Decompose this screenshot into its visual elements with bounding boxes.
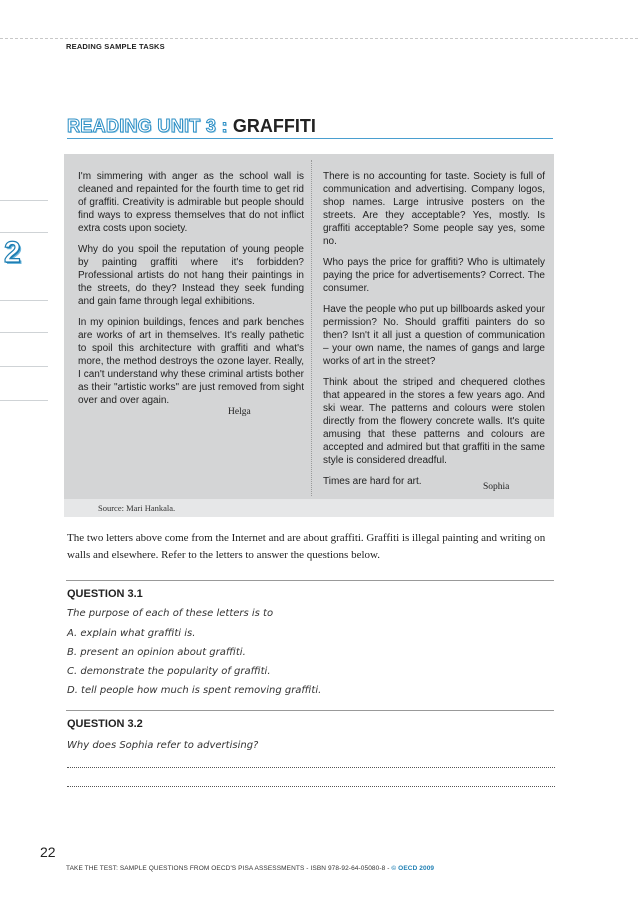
footer-text: TAKE THE TEST: SAMPLE QUESTIONS FROM OECD'S PISA ASSESSMENTS - ISBN 978-92-64-05080-8 - (66, 865, 392, 872)
question-rule (66, 580, 554, 581)
signature-sophia: Sophia (483, 482, 510, 492)
letter-paragraph: Think about the striped and chequered clothes that appeared in the stores a few years ago. And ski wear. The patterns and colours were stolen directly from the flowery concrete walls. It's quite amusing that these patterns and colours are accepted and admired but that graffiti in the same style is considered dreadful. (323, 377, 545, 466)
option-d[interactable]: D. tell people how much is spent removing graffiti. (67, 685, 322, 696)
letter-paragraph: Who pays the price for graffiti? Who is ultimately paying the price for advertisements? Correct. The consumer. (323, 257, 545, 294)
top-rule (0, 38, 638, 39)
chapter-number: 2 (4, 236, 21, 269)
letter-sophia (323, 170, 545, 496)
letter-paragraph: Have the people who put up billboards asked your permission? No. Should graffiti painters do so then? Isn't it all just a question of communication – your own name, the names of gangs and large works of art in the street? (323, 304, 545, 367)
question-2-heading: QUESTION 3.2 (67, 718, 143, 730)
question-1-stem: The purpose of each of these letters is to (67, 608, 274, 619)
option-c[interactable]: C. demonstrate the popularity of graffiti. (67, 666, 271, 677)
letter-paragraph: I'm simmering with anger as the school wall is cleaned and repainted for the fourth time to get rid of graffiti. Creativity is admirable but people should find ways to express themselves that do not inflict extra costs upon society. (78, 171, 304, 234)
letter-paragraph: There is no accounting for taste. Society is full of communication and advertising. Company logos, shop names. Large intrusive posters on the streets. Are they acceptable? Yes, mostly. Is graffiti acceptable? Some people say yes, some no. (323, 171, 545, 247)
question-2-stem: Why does Sophia refer to advertising? (67, 740, 259, 751)
option-b[interactable]: B. present an opinion about graffiti. (67, 647, 246, 658)
letter-helga (78, 170, 304, 415)
source-credit: Source: Mari Hankala. (98, 503, 176, 513)
footer (66, 865, 434, 872)
letter-paragraph: Why do you spoil the reputation of young people by painting graffiti where it's forbidden? Professional artists do not hang their paintings in the streets, do they? Instead they seek funding and gain fame through legal exhibitions. (78, 244, 304, 307)
letter-paragraph: Times are hard for art. (323, 476, 422, 487)
intro-text: The two letters above come from the Internet and are about graffiti. Graffiti is illegal painting and writing on walls and elsewhere. Refer to the letters to answer the questions below. (67, 532, 546, 561)
unit-prefix: READING UNIT 3 : (67, 116, 228, 136)
question-rule (66, 710, 554, 711)
signature-helga: Helga (228, 407, 251, 417)
page-number: 22 (40, 844, 56, 860)
letter-paragraph: In my opinion buildings, fences and park benches are works of art in themselves. It's really pathetic to spoil this architecture with graffiti and what's more, the method destroys the ozone layer. Really, I can't understand why these criminal artists bother as their "artistic works" are just removed from sight over and over again. (78, 317, 304, 406)
answer-line[interactable] (67, 786, 555, 787)
unit-title (67, 116, 316, 137)
answer-line[interactable] (67, 767, 555, 768)
section-header: READING SAMPLE TASKS (66, 42, 165, 51)
option-a[interactable]: A. explain what graffiti is. (67, 628, 196, 639)
question-1-heading: QUESTION 3.1 (67, 588, 143, 600)
footer-copyright: © OECD 2009 (391, 865, 435, 872)
column-divider (311, 160, 312, 496)
unit-name: GRAFFITI (232, 116, 316, 136)
title-rule (67, 138, 553, 139)
